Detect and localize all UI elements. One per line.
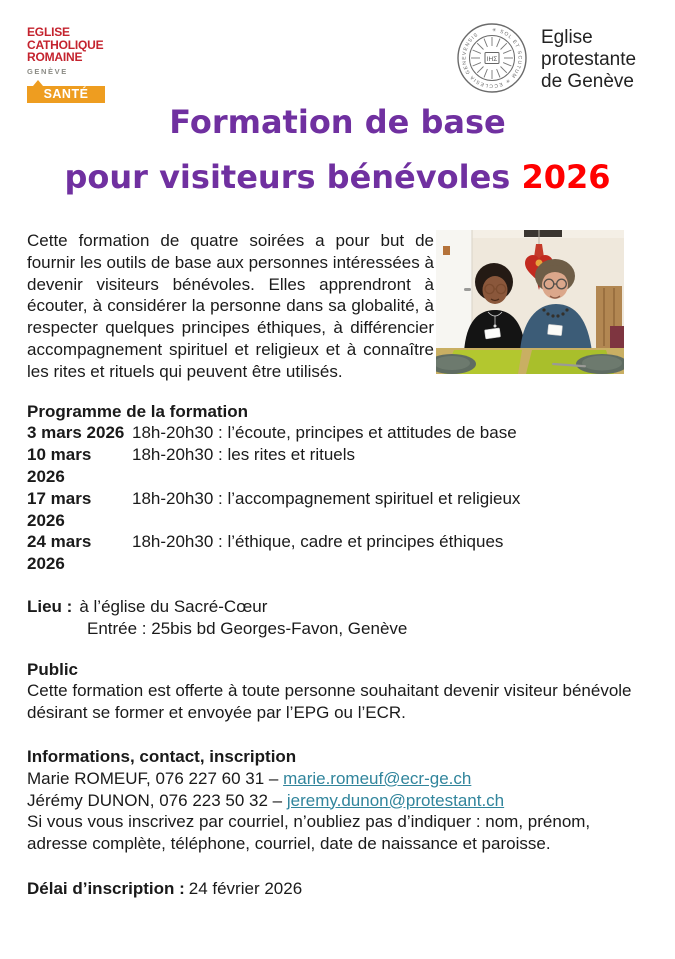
public-section: [27, 659, 648, 724]
title-line2: [0, 150, 675, 205]
catholic-logo-line1: EGLISE: [27, 25, 70, 39]
session-row: [27, 422, 648, 444]
email-link-marie[interactable]: marie.romeuf@ecr-ge.ch: [283, 768, 472, 788]
contact-person: [27, 790, 648, 812]
programme-section: [27, 401, 648, 575]
banner-notch-icon: [33, 80, 43, 86]
public-heading: Public: [27, 659, 79, 679]
location-section: [27, 596, 648, 640]
programme-heading: Programme de la formation: [27, 401, 249, 421]
protestant-name-line3: de Genève: [541, 71, 634, 92]
session-details: 18h-20h30 : l’écoute, principes et attitudes de base: [132, 423, 517, 443]
session-row: [27, 488, 648, 532]
protestant-church-logo: [456, 22, 636, 94]
location-label: Lieu :: [27, 596, 73, 616]
seal-ring-text: ✳ SOL ET SCUTUM ✳ ECCLESIA GENEVENSIS: [461, 27, 523, 89]
location-value: à l’église du Sacré-Cœur: [79, 596, 268, 616]
contact-section: [27, 746, 648, 855]
protestant-name-line2: protestante: [541, 49, 637, 70]
protestant-church-name: [541, 27, 636, 93]
contact-name-phone: Marie ROMEUF, 076 227 60 31 –: [27, 768, 284, 788]
deadline-section: [27, 878, 648, 900]
title-line2-text: pour visiteurs bénévoles: [64, 158, 511, 196]
protestant-seal-icon: [456, 22, 528, 94]
title-line1: Formation de base: [169, 103, 506, 141]
session-details: 18h-20h30 : l’éthique, cadre et principes éthiques: [132, 532, 504, 552]
catholic-logo-line2: CATHOLIQUE: [27, 37, 104, 52]
session-date: 3 mars 2026: [27, 423, 125, 443]
session-date: 17 mars 2026: [27, 488, 92, 530]
contact-person: [27, 768, 648, 790]
catholic-logo-city: GENÈVE: [27, 66, 68, 76]
deadline-label: Délai d’inscription :: [27, 878, 185, 898]
deadline-value: 24 février 2026: [188, 878, 303, 898]
sante-banner-label: SANTÉ: [43, 87, 89, 101]
catholic-logo-wordmark: [27, 26, 137, 64]
email-link-jeremy[interactable]: jeremy.dunon@protestant.ch: [286, 790, 505, 810]
public-text: Cette formation est offerte à toute personne souhaitant devenir visiteur bénévole désirant se former et envoyée par l’EPG ou l’ECR.: [27, 681, 632, 723]
session-details: 18h-20h30 : l’accompagnement spirituel et religieux: [132, 488, 521, 508]
catholic-church-logo: [27, 26, 137, 103]
contact-note: Si vous vous inscrivez par courriel, n’oubliez pas d’indiquer : nom, prénom, adresse complète, téléphone, courriel, date de naissance et paroisse.: [27, 812, 591, 854]
contact-name-phone: Jérémy DUNON, 076 223 50 32 –: [27, 790, 287, 810]
page-title: [0, 95, 675, 205]
session-date: 10 mars 2026: [27, 445, 92, 486]
protestant-name-line1: Eglise: [541, 27, 593, 48]
seal-center-monogram: ΙΗΣ: [486, 55, 498, 63]
session-details: 18h-20h30 : les rites et rituels: [132, 445, 356, 465]
intro-section: [27, 230, 648, 383]
session-row: [27, 531, 648, 575]
title-year: 2026: [521, 158, 611, 196]
training-photo: [436, 230, 624, 374]
location-entrance: Entrée : 25bis bd Georges-Favon, Genève: [87, 618, 408, 638]
session-date: 24 mars 2026: [27, 532, 92, 574]
session-row: [27, 444, 648, 488]
intro-paragraph: Cette formation de quatre soirées a pour but de fournir les outils de base aux personnes intéressées à devenir visiteurs bénévoles. Elles apprendront à écouter, à considérer la personne dans sa globalité, à respecter quelques principes éthiques, à différencier accompagnement spirituel et religieux et à connaître les rites et rituels qui peuvent être utilisés.: [27, 231, 434, 381]
flyer-content: [27, 230, 648, 900]
location-line: [27, 596, 648, 618]
contact-heading: Informations, contact, inscription: [27, 746, 297, 766]
catholic-logo-line3: ROMAINE: [27, 50, 83, 64]
